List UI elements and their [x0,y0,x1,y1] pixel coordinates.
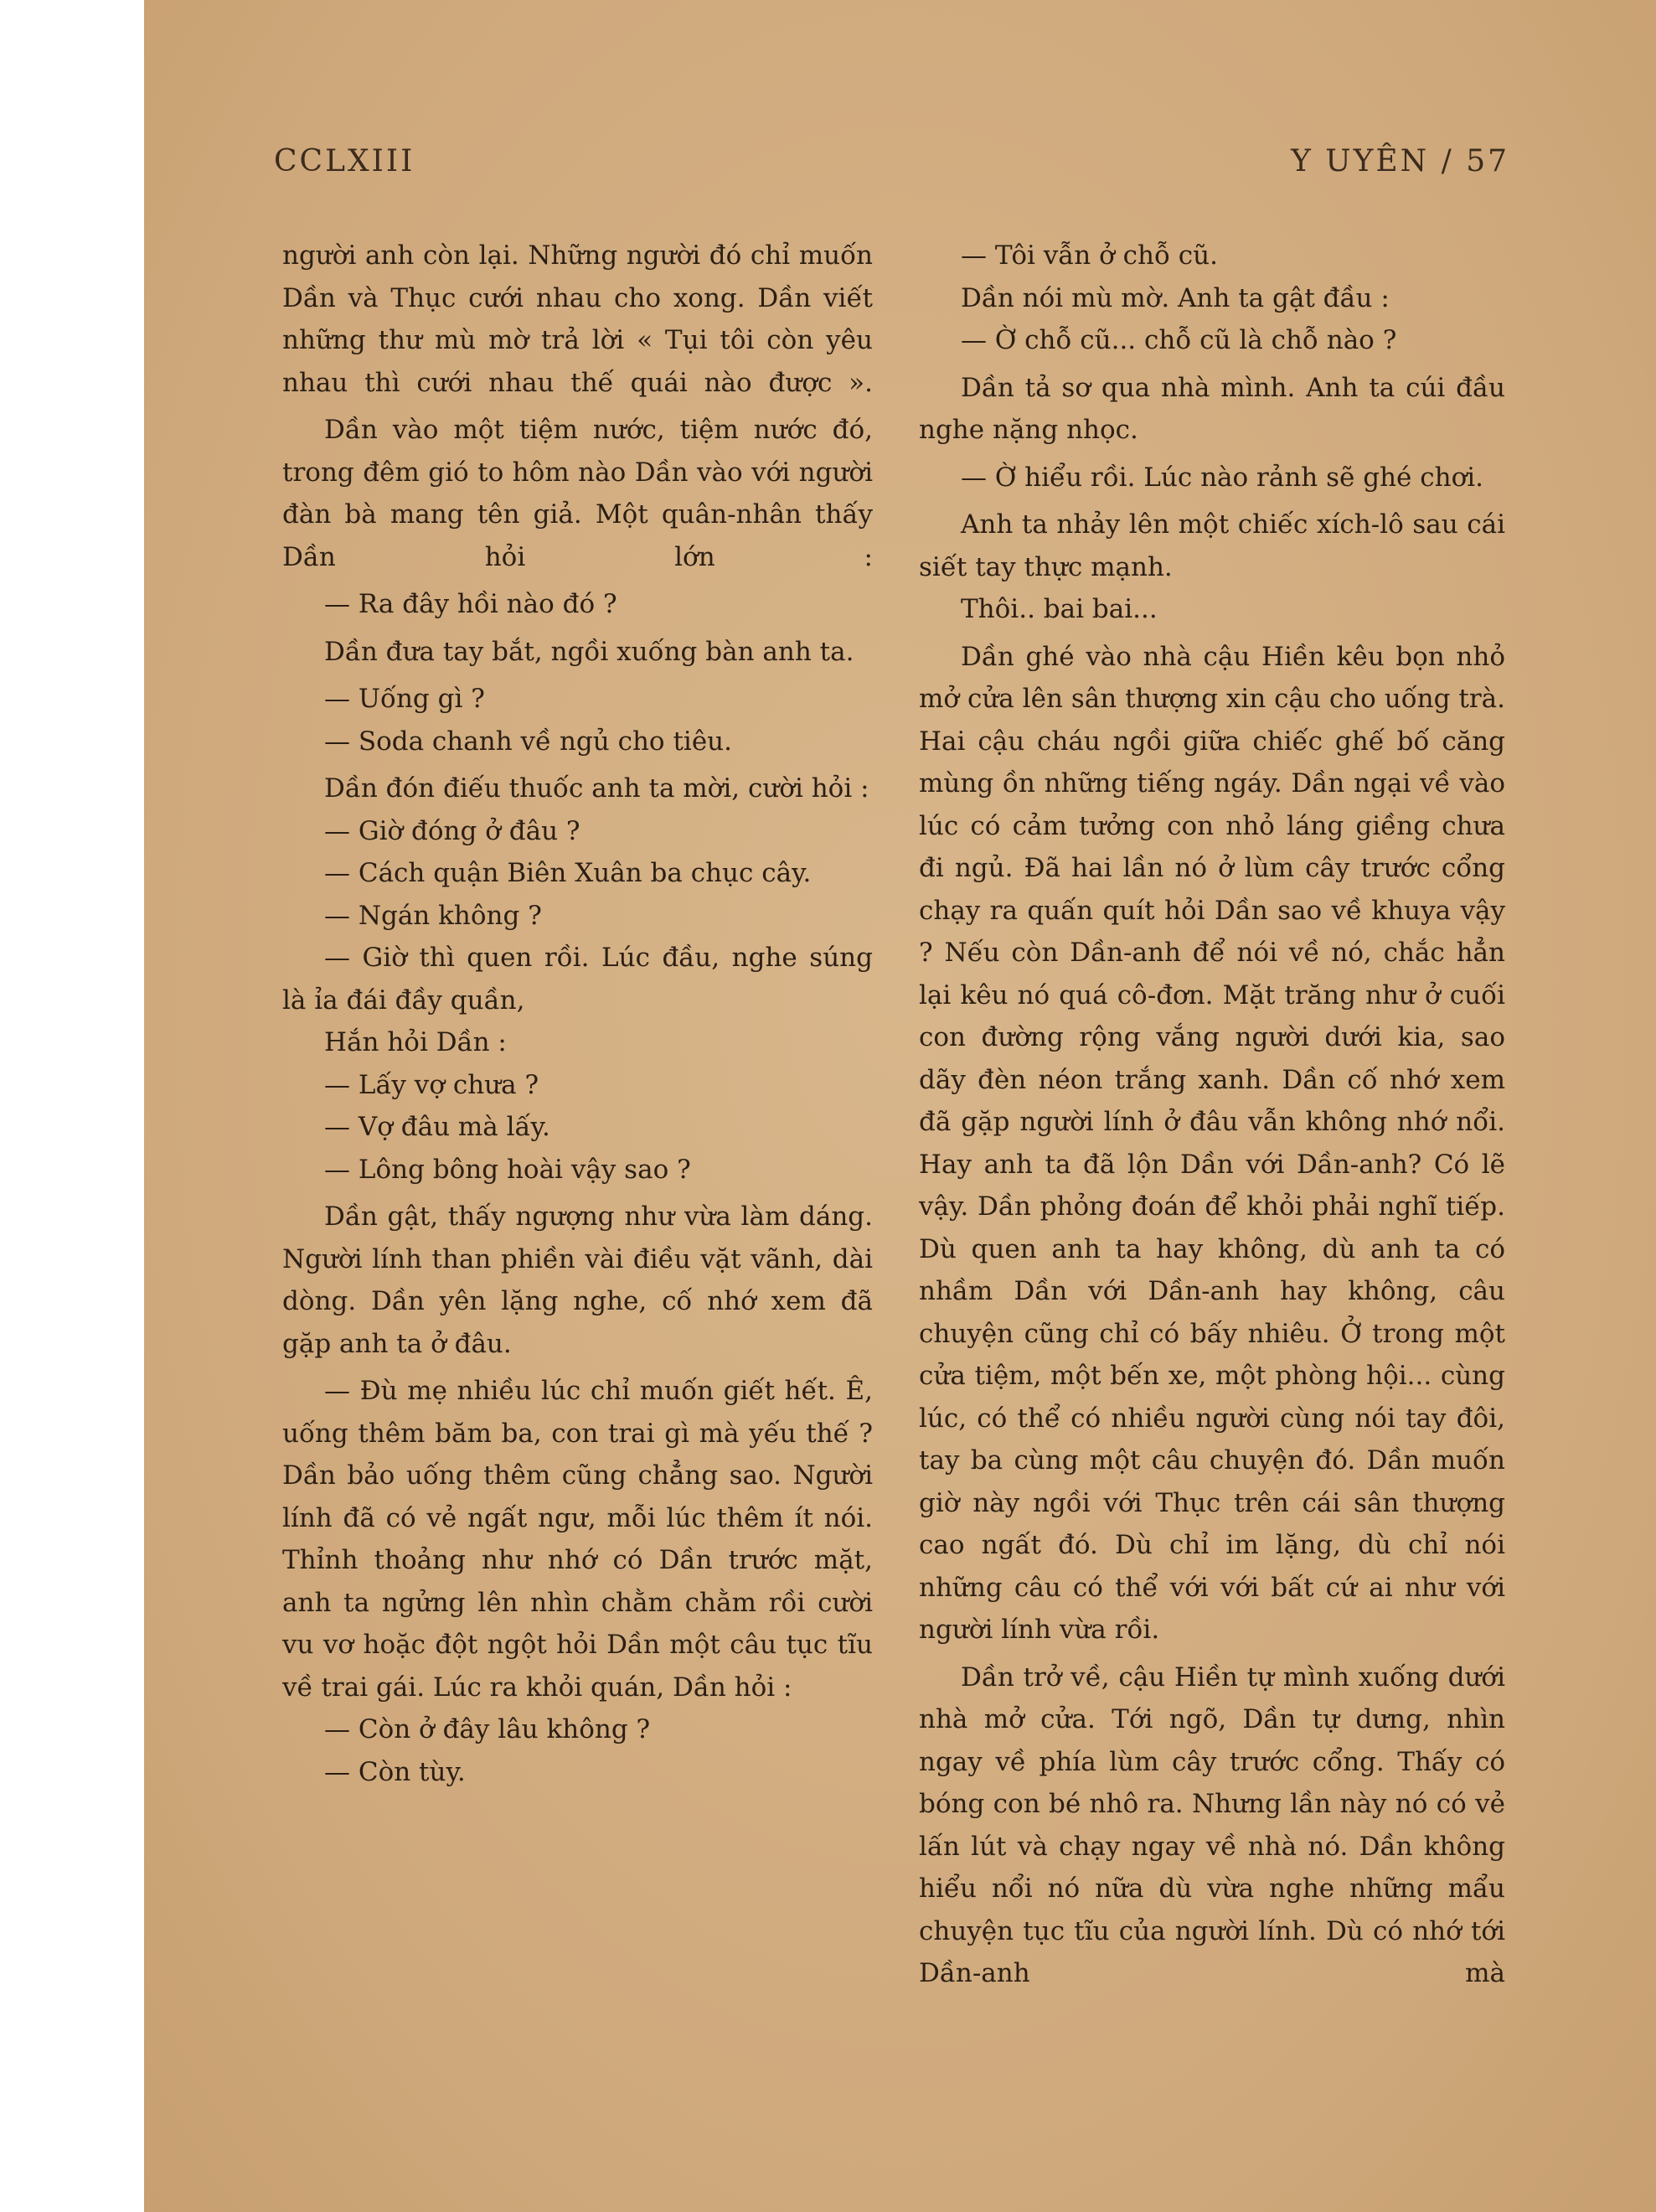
dialog-line: — Còn ở đây lâu không ? [324,1714,651,1744]
paragraph: Thôi.. bai bai... [961,594,1158,624]
dialog-line: — Vợ đâu mà lấy. [324,1112,550,1142]
paragraph: Dần ghé vào nhà cậu Hiền kêu bọn nhỏ mở cửa lên sân thượng xin cậu cho uống trà. Hai cậu cháu ngồi giữa chiếc ghế bố căng mùng ồn những tiếng ngáy. Dần ngại về vào lúc có cảm tưởng con nhỏ láng giềng chưa đi ngủ. Đã hai lần nó ở lùm cây trước cổng chạy ra quấn quít hỏi Dần sao về khuya vậy ? Nếu còn Dần-anh để nói về nó, chắc hẳn lại kêu nó quá cô-đơn. Mặt trăng như ở cuối con đường rộng vắng người dưới kia, sao dãy đèn néon trắng xanh. Dần cố nhớ xem đã gặp người lính ở đâu vẫn không nhớ nổi. Hay anh ta đã lộn Dần với Dần-anh? Có lẽ vậy. Dần phỏng đoán để khỏi phải nghĩ tiếp. Dù quen anh ta hay không, dù anh ta có nhầm Dần với Dần-anh hay không, câu chuyện cũng chỉ có bấy nhiêu. Ở trong một cửa tiệm, một bến xe, một phòng hội... cùng lúc, có thể có nhiều người cùng nói tay đôi, tay ba cùng một câu chuyện đó. Dần muốn giờ này ngồi với Thục trên cái sân thượng cao ngất đó. Dù chỉ im lặng, dù chỉ nói những câu có thể với với bất cứ ai như với người lính vừa rồi. [919,641,1505,1645]
dialog-line: — Soda chanh về ngủ cho tiêu. [324,726,732,757]
dialog-line: — Ra đây hồi nào đó ? [324,589,617,619]
paragraph: Dần trở về, cậu Hiền tự mình xuống dưới nhà mở cửa. Tới ngõ, Dần tự dưng, nhìn ngay về phía lùm cây trước cổng. Thấy có bóng con bé nhô ra. Nhưng lần này nó có vẻ lấn lút và chạy ngay về nhà nó. Dần không hiểu nổi nó nữa dù vừa nghe những mẩu chuyện tục tĩu của người lính. Dù có nhớ tới Dần-anh mà [919,1662,1505,1988]
left-column [282,235,873,1793]
paragraph: Dần đón điếu thuốc anh ta mời, cười hỏi : [324,773,869,804]
paragraph: Dần gật, thấy ngượng như vừa làm dáng. Người lính than phiền vài điều vặt vãnh, dài dòng. Dần yên lặng nghe, cố nhớ xem đã gặp anh ta ở đâu. [282,1202,873,1359]
author-page-number: Y UYÊN / 57 [1291,144,1509,178]
dialog-line: — Lông bông hoài vậy sao ? [324,1154,691,1185]
book-page [144,0,1656,2212]
dialog-line: — Giờ thì quen rồi. Lúc đầu, nghe súng là ỉa đái đầy quần, [282,943,873,1016]
paragraph: Dần nói mù mờ. Anh ta gật đầu : [961,282,1390,313]
dialog-line: — Uống gì ? [324,684,485,714]
dialog-line: — Ngán không ? [324,900,542,931]
paragraph: Dần đưa tay bắt, ngồi xuống bàn anh ta. [324,636,854,667]
dialog-line: — Lấy vợ chưa ? [324,1069,539,1100]
dialog-line: — Cách quận Biên Xuân ba chục cây. [324,858,812,888]
dialog-line: — Ờ hiểu rồi. Lúc nào rảnh sẽ ghé chơi. [961,462,1483,493]
paragraph: Anh ta nhảy lên một chiếc xích-lô sau cái siết tay thực mạnh. [919,509,1505,582]
paragraph: — Đù mẹ nhiều lúc chỉ muốn giết hết. Ê, uống thêm băm ba, con trai gì mà yếu thế ? Dần bảo uống thêm cũng chẳng sao. Người lính đã có vẻ ngất ngư, mỗi lúc thêm ít nói. Thỉnh thoảng như nhớ có Dần trước mặt, anh ta ngửng lên nhìn chằm chằm rồi cười vu vơ hoặc đột ngột hỏi Dần một câu tục tĩu về trai gái. Lúc ra khỏi quán, Dần hỏi : [282,1376,873,1703]
paragraph: Dần vào một tiệm nước, tiệm nước đó, trong đêm gió to hôm nào Dần vào với người đàn bà mang tên giả. Một quân-nhân thấy Dần hỏi lớn : [282,415,873,572]
dialog-line: — Tôi vẫn ở chỗ cũ. [961,240,1218,271]
paragraph: Dần tả sơ qua nhà mình. Anh ta cúi đầu nghe nặng nhọc. [919,372,1505,445]
paragraph: Hắn hỏi Dần : [324,1027,507,1057]
dialog-line: — Giờ đóng ở đâu ? [324,815,580,846]
paragraph: người anh còn lại. Những người đó chỉ muốn Dần và Thục cưới nhau cho xong. Dần viết những thư mù mờ trả lời « Tụi tôi còn yêu nhau thì cưới nhau thế quái nào được ». [282,240,873,398]
right-column [919,235,1505,1995]
dialog-line: — Còn tùy. [324,1756,466,1787]
dialog-line: — Ờ chỗ cũ... chỗ cũ là chỗ nào ? [961,325,1397,355]
issue-number: CCLXIII [274,144,415,178]
